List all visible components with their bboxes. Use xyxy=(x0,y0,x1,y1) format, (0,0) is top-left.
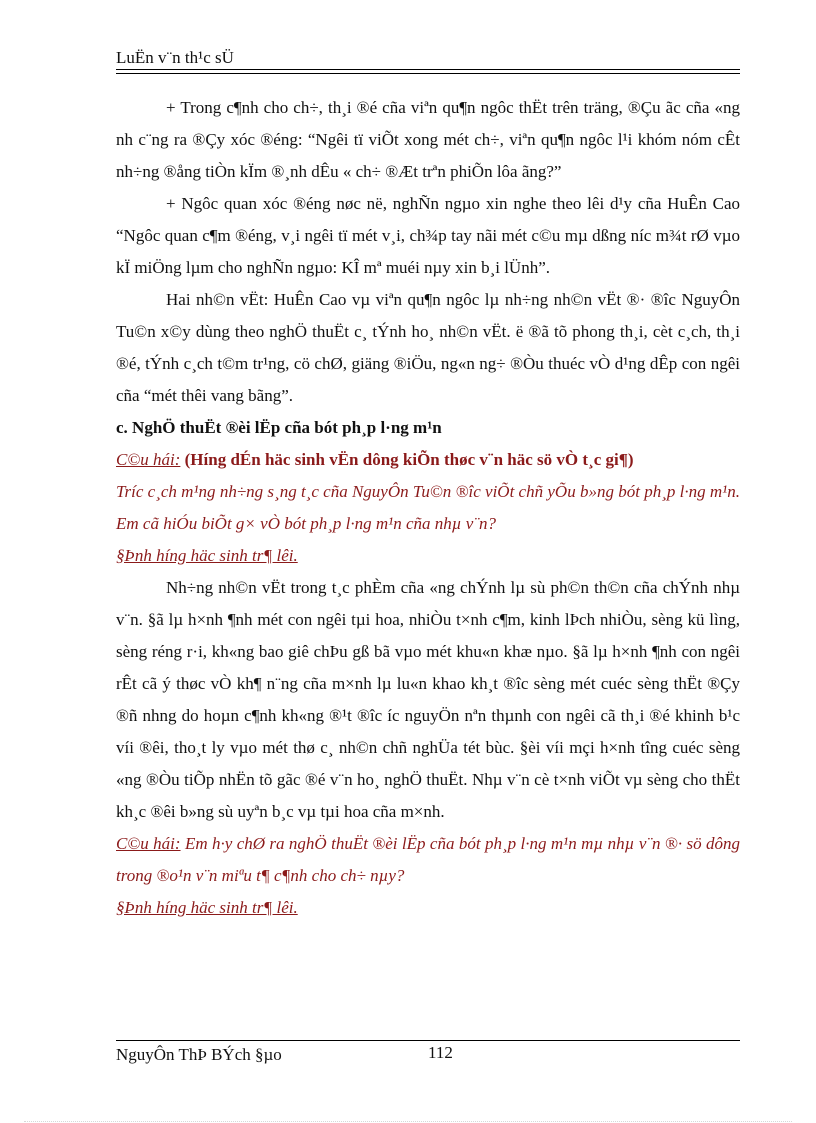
header-rule-thin xyxy=(116,73,740,74)
header-rule xyxy=(116,69,740,70)
guide-1: §Þnh híng häc sinh tr¶ lêi. xyxy=(116,546,298,565)
question-1-body: Tríc c¸ch m¹ng nh÷ng s¸ng t¸c cña NguyÔn Tu©n ®îc viÕt chñ yÕu b»ng bót ph¸p l·ng m¹n. Em cã hiÓu biÕt g× vÒ bót ph¸p l·ng m¹n cña nhµ v¨n? xyxy=(116,482,740,533)
guide-2-line xyxy=(116,892,740,924)
running-header: LuËn v¨n th¹c sÜ xyxy=(116,48,234,67)
paragraph-4: Nh÷ng nh©n vËt trong t¸c phÈm cña «ng chÝnh lµ sù ph©n th©n cña chÝnh nhµ v¨n. §ã lµ h×nh ¶nh mét con ngêi tµi hoa, nhiÒu t×nh c¶m, kinh lÞch nhiÒu, sèng kü lìng, sèng réng r·i, kh«ng bao giê chÞu gß bã vµo mét khu«n khæ nµo. §ã lµ h×nh ¶nh con ngêi rÊt cã ý thøc vÒ kh¶ n¨ng cña m×nh lµ lu«n khao kh¸t ®îc sèng mét cuéc sèng thËt ®Çy ®ñ nhng do hoµn c¶nh kh«ng ®¹t ®îc íc nguyÖn nªn thµnh con ngêi cã th¸i ®é khinh b¹c víi ®êi, tho¸t ly vµo mét thø c¸ nh©n chñ nghÜa tét bùc. §èi víi mçi h×nh tîng cuéc sèng «ng ®Òu tiÕp nhËn tõ gãc ®é v¨n ho¸ nghÖ thuËt. Nhµ v¨n cè t×nh viÕt vµ sèng cho thËt kh¸c ®êi b»ng sù uyªn b¸c vµ tµi hoa cña m×nh. xyxy=(116,578,740,821)
body-text xyxy=(116,92,740,924)
paragraph-2: + Ngôc quan xóc ®éng nøc në, nghÑn ngµo xin nghe theo lêi d¹y cña HuÊn Cao “Ngôc quan c¶m ®éng, v¸i ngêi tï mét v¸i, ch¾p tay nãi mét c©u mµ dßng níc m¾t rØ vµo kÏ miÖng lµm cho nghÑn ngµo: KÎ mª muéi nµy xin b¸i lÜnh”. xyxy=(116,194,740,277)
footer-rule xyxy=(116,1040,740,1041)
page-bottom-border xyxy=(24,1121,792,1122)
question-1 xyxy=(116,444,740,476)
paragraph-1: + Trong c¶nh cho ch÷, th¸i ®é cña viªn qu¶n ngôc thËt trên träng, ®Çu ãc cña «ng nh c¨ng ra ®Çy xóc ®éng: “Ngêi tï viÕt xong mét ch÷, viªn qu¶n ngôc l¹i khóm nóm cÊt nh÷ng ®ång tiÒn kÏm ®¸nh dÊu « ch÷ ®Æt trªn phiÕn lôa ãng?” xyxy=(116,98,740,181)
question-2-text: Em h·y chØ ra nghÖ thuËt ®èi lËp cña bót ph¸p l·ng m¹n mµ nhµ v¨n ®· sö dông trong ®o¹n v¨n miªu t¶ c¶nh cho ch÷ nµy? xyxy=(116,834,741,885)
question-2 xyxy=(116,828,740,892)
question-2-label: C©u hái: xyxy=(116,834,181,853)
question-1-label: C©u hái: xyxy=(116,450,181,469)
section-heading-c: c. NghÖ thuËt ®èi lËp cña bót ph¸p l·ng m¹n xyxy=(116,418,442,437)
question-1-text: (Híng dÉn häc sinh vËn dông kiÕn thøc v¨n häc sö vÒ t¸c gi¶) xyxy=(184,450,634,469)
page-number: 112 xyxy=(428,1043,453,1062)
guide-2: §Þnh híng häc sinh tr¶ lêi. xyxy=(116,898,298,917)
paragraph-3: Hai nh©n vËt: HuÊn Cao vµ viªn qu¶n ngôc lµ nh÷ng nh©n vËt ®· ®îc NguyÔn Tu©n x©y dùng theo nghÖ thuËt c¸ tÝnh ho¸ nh©n vËt. ë ®ã tõ phong th¸i, cèt c¸ch, th¸i ®é, tÝnh c¸ch t©m tr¹ng, cö chØ, giäng ®iÖu, ng«n ng÷ ®Òu thuéc vÒ d¹ng dÊp con ngêi cña “mét thêi vang bãng”. xyxy=(116,290,740,405)
footer-author: NguyÔn ThÞ BÝch §µo xyxy=(116,1045,282,1064)
guide-1-line xyxy=(116,540,740,572)
